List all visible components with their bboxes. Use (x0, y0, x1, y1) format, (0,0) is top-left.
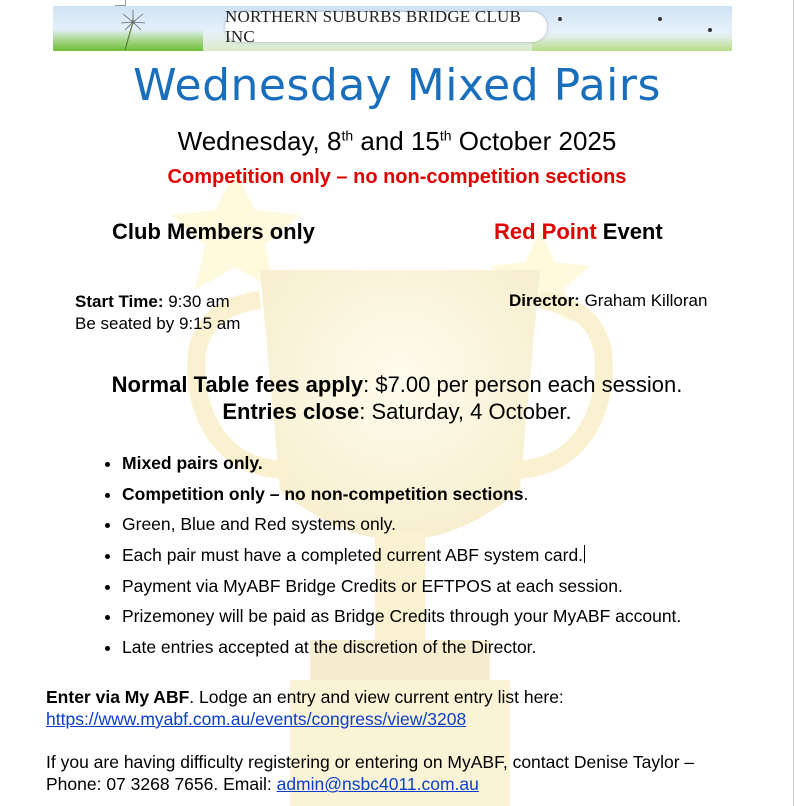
list-item: • Each pair must have a completed current ABF system card. (122, 542, 681, 573)
banner-bird-icon (658, 17, 662, 21)
entry-link[interactable]: https://www.myabf.com.au/events/congress/view/3208 (46, 709, 467, 729)
director-block: Director: Graham Killoran (509, 291, 708, 310)
banner-grass-right (532, 37, 732, 51)
start-time-block: Start Time: 9:30 am Be seated by 9:15 am (75, 292, 241, 333)
event-title: Wednesday Mixed Pairs (133, 60, 661, 111)
competition-note: Competition only – no non-competition sections (167, 166, 627, 188)
header-banner (53, 6, 732, 51)
entry-block: Enter via My ABF. Lodge an entry and view current entry list here: https://www.myabf.com.au/events/congress/view/3208 (46, 687, 564, 729)
fees-block: Normal Table fees apply: $7.00 per person each session. Entries close: Saturday, 4 October. (111, 372, 683, 424)
list-item: • Late entries accepted at the discretion of the Director. (122, 634, 681, 665)
list-item: • Competition only – no non-competition sections. (122, 481, 681, 512)
contact-block: If you are having difficulty registering or entering on MyABF, contact Denise Taylor – Phone: 07 3268 7656. Email: admin@nsbc4011.com.au (46, 752, 695, 794)
rules-list (90, 450, 681, 665)
club-name: NORTHERN SUBURBS BRIDGE CLUB INC (225, 12, 547, 42)
text-cursor (584, 545, 585, 563)
contact-email-link[interactable]: admin@nsbc4011.com.au (276, 774, 479, 794)
red-point-event-label: Red Point Event (494, 219, 663, 244)
event-dates: Wednesday, 8th and 15th October 2025 (177, 126, 617, 156)
banner-bird-icon (558, 17, 562, 21)
dandelion-icon (111, 8, 171, 50)
banner-bird-icon (708, 28, 712, 32)
list-item: • Green, Blue and Red systems only. (122, 511, 681, 542)
list-item: • Mixed pairs only. (122, 450, 681, 481)
members-only-label: Club Members only (112, 219, 315, 244)
list-item: • Prizemoney will be paid as Bridge Credits through your MyABF account. (122, 603, 681, 634)
list-item: • Payment via MyABF Bridge Credits or EFTPOS at each session. (122, 573, 681, 604)
